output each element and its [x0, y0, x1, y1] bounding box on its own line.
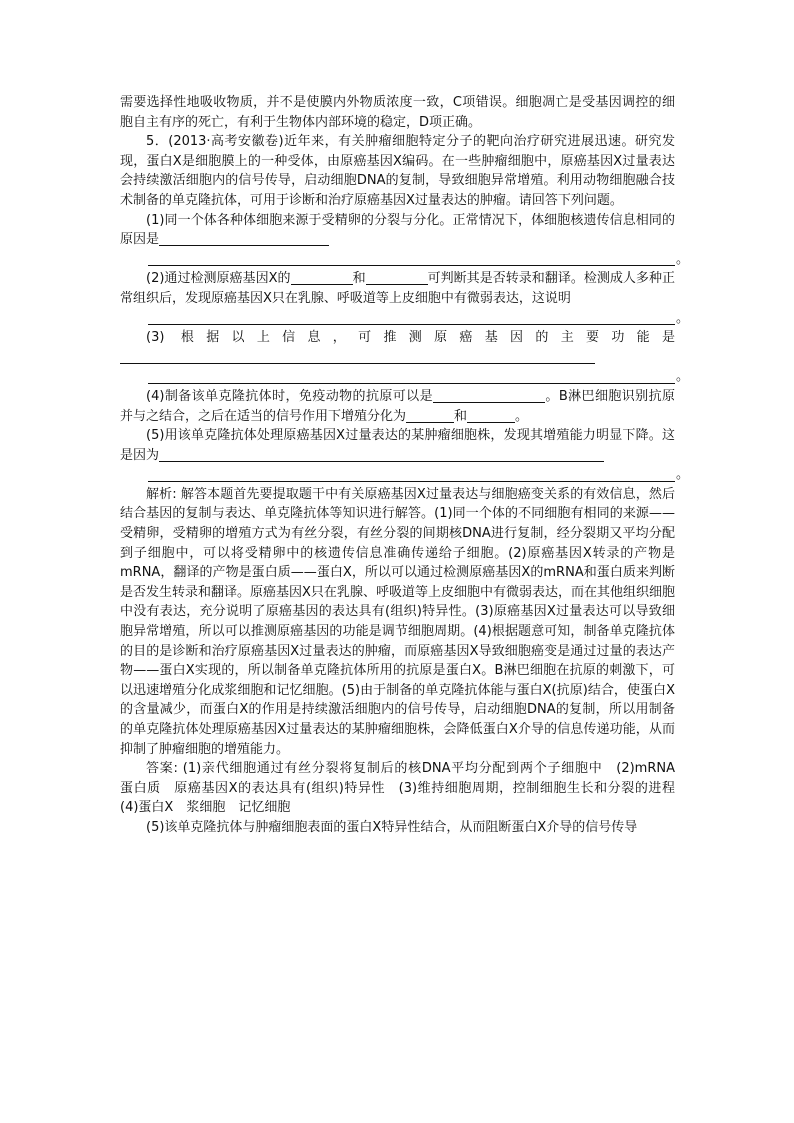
answer-blank[interactable] [467, 408, 515, 423]
question-1-text: (1)同一个体各种体细胞来源于受精卵的分裂与分化。正常情况下，体细胞核遗传信息相同的原因是 [120, 212, 675, 248]
question-stem: 5．(2013·高考安徽卷)近年来，有关肿瘤细胞特定分子的靶向治疗研究进展迅速。研究发现，蛋白X是细胞膜上的一种受体，由原癌基因X编码。在一些肿瘤细胞中，原癌基因X过量表达会持续激活细胞内的信号传导，启动细胞DNA的复制，导致细胞异常增殖。利用动物细胞融合技术制备的单克隆抗体，可用于诊断和治疗原癌基因X过量表达的肿瘤。请回答下列问题。 [120, 134, 675, 208]
answer-blank[interactable] [159, 447, 604, 462]
question-2-text-a: (2)通过检测原癌基因X的 [146, 271, 291, 287]
intro-paragraph: 需要选择性地吸收物质，并不是使膜内外物质浓度一致，C项错误。细胞凋亡是受基因调控的细胞自主有序的死亡，有利于生物体内部环境的稳定，D项正确。 [120, 95, 675, 130]
answer-blank[interactable] [433, 388, 545, 403]
conjunction: 和 [352, 271, 366, 287]
conjunction: 和 [454, 408, 468, 424]
period: 。 [675, 251, 689, 267]
answer-blank[interactable] [120, 465, 689, 485]
answer-blank[interactable] [159, 231, 329, 246]
answer-blank[interactable] [120, 348, 675, 368]
document-body [120, 93, 689, 838]
answer-blank[interactable] [120, 309, 689, 329]
period: 。 [675, 467, 689, 483]
question-4-text-b: 。B淋巴细胞识别抗原并与之结合，之后在适当的信号作用下增殖分化为 [120, 388, 676, 424]
answer-part-5: (5)该单克隆抗体与肿瘤细胞表面的蛋白X特异性结合，从而阻断蛋白X介导的信号传导 [146, 819, 638, 835]
question-4-text-a: (4)制备该单克隆抗体时，免疫动物的抗原可以是 [146, 388, 433, 404]
question-5 [120, 426, 675, 465]
answer-blank[interactable] [291, 270, 353, 285]
answer-blank[interactable] [120, 367, 689, 387]
question-4 [120, 387, 675, 426]
answer-blank[interactable] [406, 408, 454, 423]
period: 。 [675, 310, 689, 326]
period: 。 [515, 408, 529, 424]
answer: 答案: (1)亲代细胞通过有丝分裂将复制后的核DNA平均分配到两个子细胞中 (2)mRNA 蛋白质 原癌基因X的表达具有(组织)特异性 (3)维持细胞周期，控制细胞生长和分裂的进程 (4)蛋白X 浆细胞 记忆细胞 [120, 761, 689, 816]
analysis: 解析: 解答本题首先要提取题干中有关原癌基因X过量表达与细胞癌变关系的有效信息，然后结合基因的复制与表达、单克隆抗体等知识进行解答。(1)同一个体的不同细胞有相同的来源——受精卵，受精卵的增殖方式为有丝分裂，有丝分裂的间期核DNA进行复制，经分裂期又平均分配到子细胞中，可以将受精卵中的核遗传信息准确传递给子细胞。(2)原癌基因X转录的产物是mRNA，翻译的产物是蛋白质——蛋白X，所以可以通过检测原癌基因X的mRNA和蛋白质来判断是否发生转录和翻译。原癌基因X只在乳腺、呼吸道等上皮细胞中有微弱表达，而在其他组织细胞中没有表达，充分说明了原癌基因的表达具有(组织)特异性。(3)原癌基因X过量表达可以导致细胞异常增殖，所以可以推测原癌基因的功能是调节细胞周期。(4)根据题意可知，制备单克隆抗体的目的是诊断和治疗原癌基因X过量表达的肿瘤，而原癌基因X导致细胞癌变是通过过量的表达产物——蛋白X实现的，所以制备单克隆抗体所用的抗原是蛋白X。B淋巴细胞在抗原的刺激下，可以迅速增殖分化成浆细胞和记忆细胞。(5)由于制备的单克隆抗体能与蛋白X(抗原)结合，使蛋白X的含量减少，而蛋白X的作用是持续激活细胞内的信号传导，启动细胞DNA的复制，所以用制备的单克隆抗体处理原癌基因X过量表达的某肿瘤细胞株，会降低蛋白X介导的信息传递功能，从而抑制了肿瘤细胞的增殖能力。 [120, 486, 675, 757]
question-2-text-b: 可判断其是否转录和翻译。检测成人多种正常组织后，发现原癌基因X只在乳腺、呼吸道等上皮细胞中有微弱表达，这说明 [120, 271, 675, 306]
answer-blank[interactable] [366, 270, 428, 285]
question-5-text: (5)用该单克隆抗体处理原癌基因X过量表达的某肿瘤细胞株，发现其增殖能力明显下降。这是因为 [120, 428, 675, 463]
answer-blank[interactable] [120, 250, 689, 270]
question-3: (3) 根据以上信息，可推测原癌基因的主要功能是 [146, 330, 675, 346]
question-2 [120, 269, 675, 308]
question-1 [120, 211, 675, 250]
period: 。 [675, 369, 689, 385]
